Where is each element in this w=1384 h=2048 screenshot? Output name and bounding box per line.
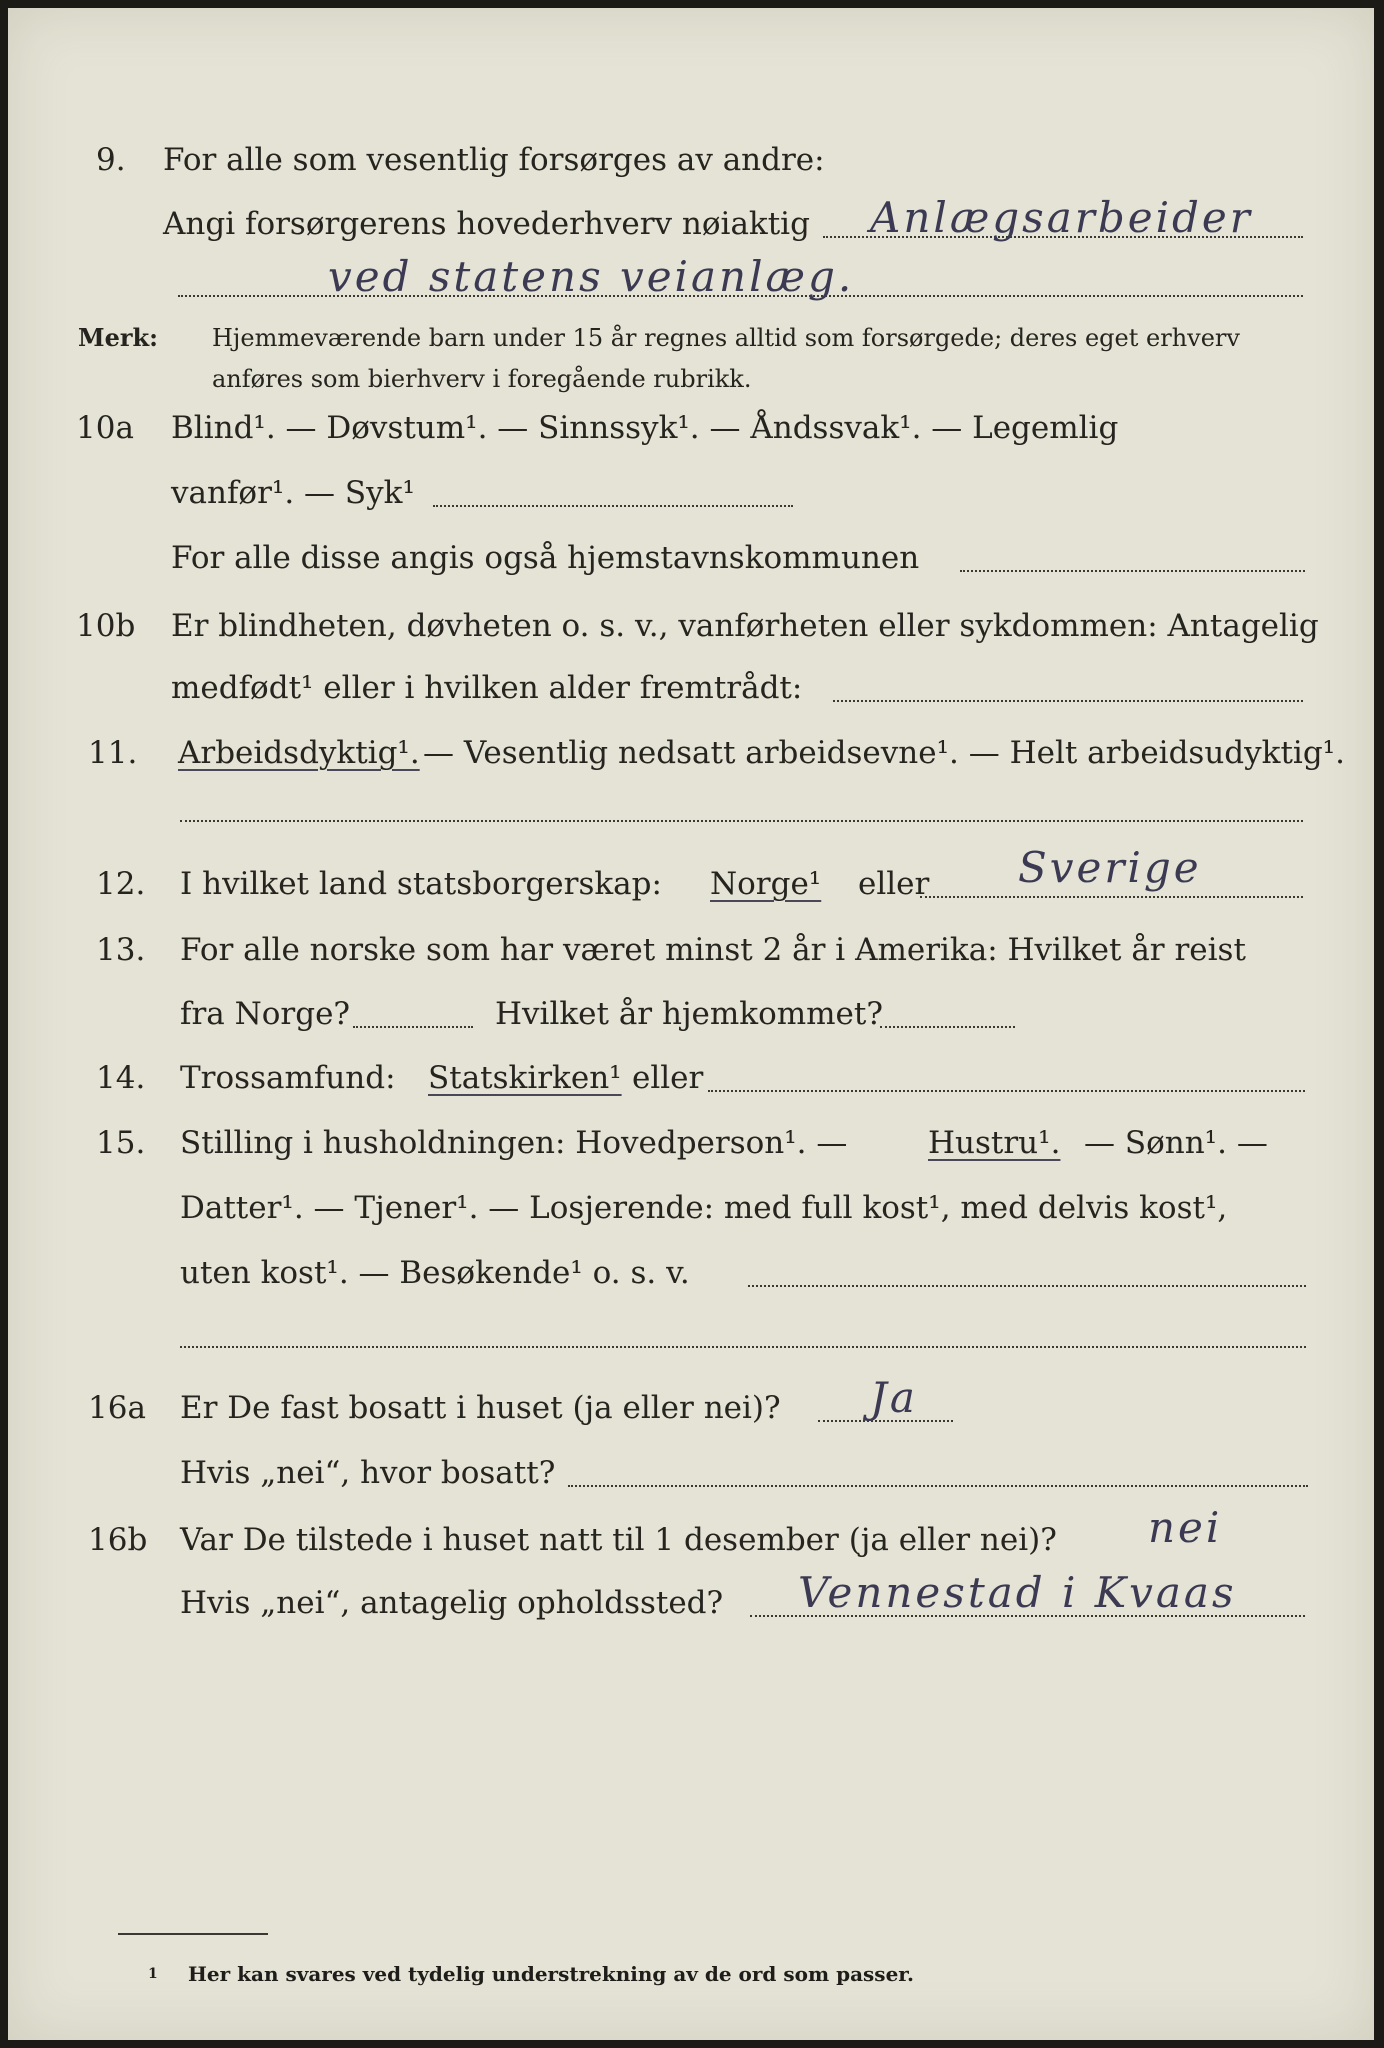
q14-answer-line [708, 1090, 1305, 1092]
q10a-answer-line [433, 505, 793, 507]
q15-answer-line-2 [180, 1346, 1306, 1348]
q10b-row2 [8, 658, 1374, 718]
q16a-handwritten-answer: Ja [870, 1373, 918, 1422]
q11-row2 [8, 778, 1374, 838]
q9-handwritten-answer-2: ved statens veianlæg. [328, 252, 855, 301]
q10b-text-2: medfødt¹ eller i hvilken alder fremtrådt: [171, 670, 803, 706]
q9-text-2: Angi forsørgerens hovederhverv nøiaktig [163, 206, 810, 242]
q15-answer-line [748, 1285, 1306, 1287]
q9-number: 9. [96, 142, 126, 178]
q14-number: 14. [96, 1060, 146, 1096]
q16a-text-2: Hvis „nei“, hvor bosatt? [180, 1455, 556, 1491]
census-form-page [8, 8, 1374, 2040]
q16a-answer-line-2 [568, 1485, 1308, 1487]
q9-handwritten-answer-1: Anlægsarbeider [870, 193, 1253, 242]
footnote-row [8, 1938, 1374, 1998]
q11-text-rest: — Vesentlig nedsatt arbeidsevne¹. — Helt arbeidsudyktig¹. [423, 735, 1345, 771]
q14-row1 [8, 1048, 1374, 1108]
q11-option-arbeidsdyktig: Arbeidsdyktig¹. [178, 735, 420, 771]
q12-handwritten-answer: Sverige [1018, 843, 1202, 892]
q12-text-eller: eller [858, 866, 930, 902]
q14-option-statskirken: Statskirken¹ [428, 1060, 622, 1096]
q10a-text-3: For alle disse angis også hjemstavnskommunen [171, 540, 920, 576]
q16a-row1 [8, 1373, 1374, 1438]
q12-answer-line [920, 896, 1303, 898]
q15-text-1c: — Sønn¹. — [1084, 1125, 1268, 1161]
q9-row1 [8, 130, 1374, 190]
q12-number: 12. [96, 866, 146, 902]
q15-text-1a: Stilling i husholdningen: Hovedperson¹. — [180, 1125, 848, 1161]
q10a-text-2: vanfør¹. — Syk¹ [171, 475, 415, 511]
q16a-text-1: Er De fast bosatt i huset (ja eller nei)? [180, 1390, 781, 1426]
q13-answer-line-1 [353, 1026, 473, 1028]
q9-row2 [8, 194, 1374, 254]
q15-row3 [8, 1243, 1374, 1303]
q15-row4 [8, 1304, 1374, 1364]
q10a-number: 10a [76, 410, 134, 446]
q14-text: Trossamfund: [180, 1060, 396, 1096]
q16b-row2 [8, 1568, 1374, 1633]
q15-option-hustru: Hustru¹. [928, 1125, 1061, 1161]
footnote-rule [118, 1933, 268, 1935]
q10b-number: 10b [76, 608, 136, 644]
q10b-row1 [8, 596, 1374, 656]
q14-text-eller: eller [632, 1060, 704, 1096]
merk-text-2: anføres som bierhverv i foregående rubrikk. [212, 365, 752, 393]
q16b-text-2: Hvis „nei“, antagelig opholdssted? [180, 1585, 724, 1621]
merk-text-1: Hjemmeværende barn under 15 år regnes alltid som forsørgede; deres eget erhverv [212, 324, 1240, 352]
q15-row2 [8, 1178, 1374, 1238]
q15-row1 [8, 1113, 1374, 1173]
q13-text-2b: Hvilket år hjemkommet? [495, 996, 883, 1032]
q10a-row3 [8, 528, 1374, 588]
q15-text-3: uten kost¹. — Besøkende¹ o. s. v. [180, 1255, 690, 1291]
q12-text: I hvilket land statsborgerskap: [180, 866, 662, 902]
footnote-text: Her kan svares ved tydelig understrekning av de ord som passer. [188, 1962, 914, 1986]
q10b-answer-line [833, 700, 1303, 702]
q13-row2 [8, 984, 1374, 1044]
q15-text-2: Datter¹. — Tjener¹. — Losjerende: med full kost¹, med delvis kost¹, [180, 1190, 1228, 1226]
q13-text-1: For alle norske som har været minst 2 år i Amerika: Hvilket år reist [180, 932, 1246, 968]
q9-text-1: For alle som vesentlig forsørges av andre: [163, 142, 825, 178]
q15-number: 15. [96, 1125, 146, 1161]
q10a-row1 [8, 398, 1374, 458]
q11-row1 [8, 723, 1374, 783]
q11-answer-line [180, 820, 1303, 822]
q16b-row1 [8, 1503, 1374, 1570]
q13-text-2a: fra Norge? [180, 996, 351, 1032]
footnote-mark: 1 [148, 1966, 158, 1982]
q10a-text-1: Blind¹. — Døvstum¹. — Sinnssyk¹. — Åndssvak¹. — Legemlig [171, 410, 1119, 446]
q16a-row2 [8, 1443, 1374, 1503]
q16b-handwritten-answer-2: Vennestad i Kvaas [798, 1568, 1237, 1617]
q12-row1 [8, 843, 1374, 914]
merk-label: Merk: [78, 323, 158, 352]
q16b-text-1: Var De tilstede i huset natt til 1 desember (ja eller nei)? [180, 1522, 1057, 1558]
q16b-number: 16b [88, 1522, 148, 1558]
q11-number: 11. [88, 735, 138, 771]
q12-option-norge: Norge¹ [710, 866, 822, 902]
q10a-row2 [8, 463, 1374, 523]
q16b-handwritten-answer-1: nei [1148, 1503, 1223, 1552]
merk-row2 [8, 345, 1374, 405]
q13-number: 13. [96, 932, 146, 968]
q16a-number: 16a [88, 1390, 146, 1426]
q10a-answer-line-2 [960, 570, 1305, 572]
q13-row1 [8, 920, 1374, 980]
q13-answer-line-2 [880, 1026, 1015, 1028]
q10b-text-1: Er blindheten, døvheten o. s. v., vanførheten eller sykdommen: Antagelig [171, 608, 1319, 644]
